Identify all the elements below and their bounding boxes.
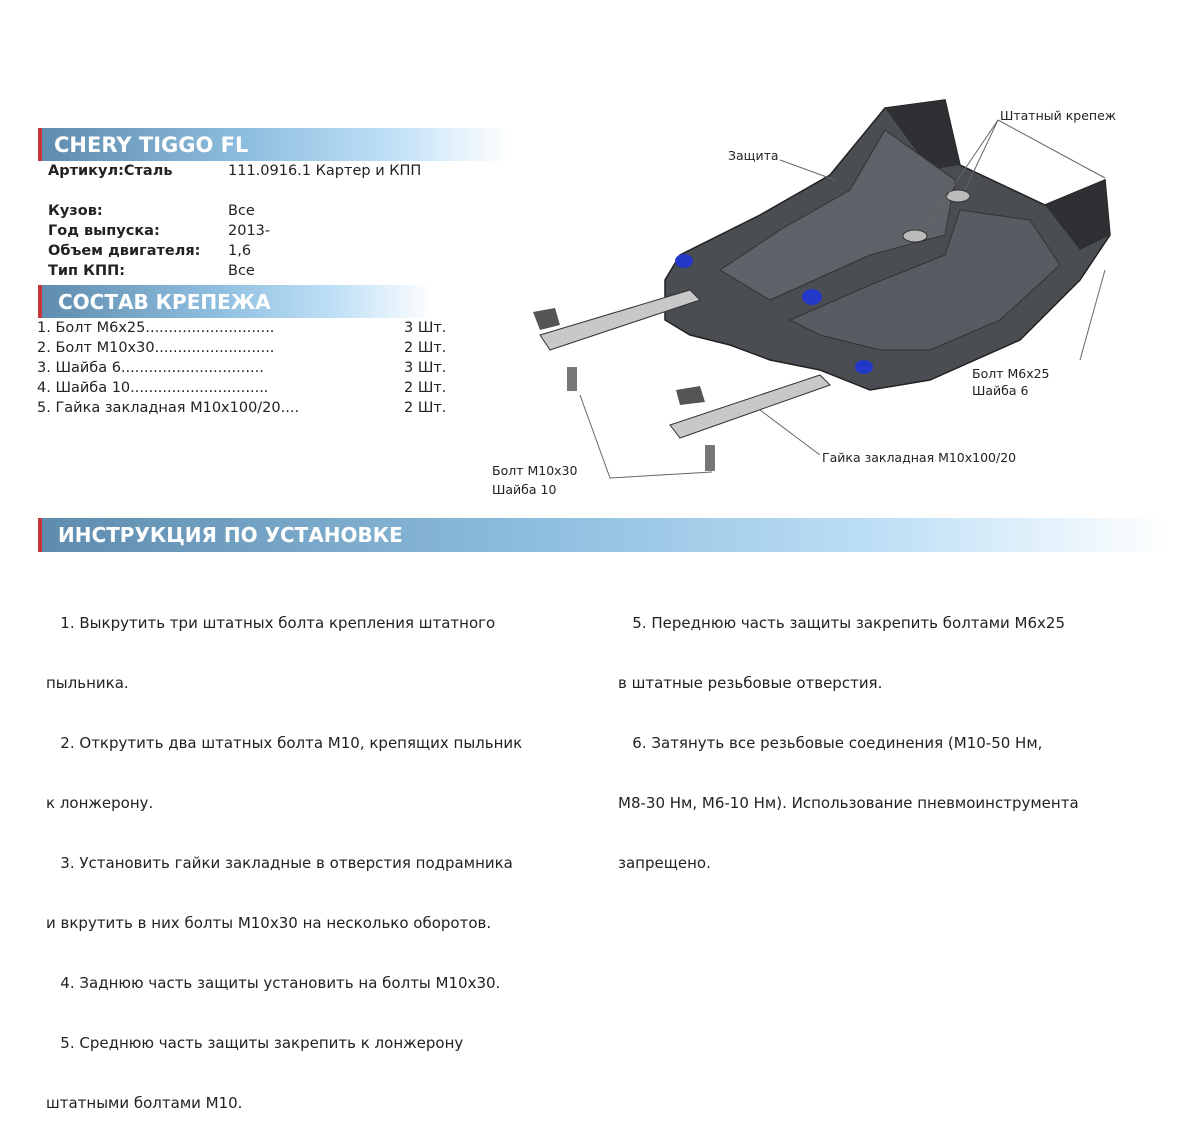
instruction-line: в штатные резьбовые отверстия. <box>618 674 883 692</box>
instructions-bar <box>38 518 1168 552</box>
instruction-line: пыльника. <box>46 674 129 692</box>
instruction-line: 5. Переднюю часть защиты закрепить болтами М6х25 <box>618 614 1065 632</box>
instruction-line: штатными болтами М10. <box>46 1094 243 1112</box>
spec-label: Тип КПП: <box>48 263 126 279</box>
instruction-line: 1. Выкрутить три штатных болта крепления штатного <box>46 614 496 632</box>
bolt-blue <box>802 289 822 305</box>
fasteners-title: СОСТАВ КРЕПЕЖА <box>58 289 271 314</box>
spec-label: Кузов: <box>48 203 103 219</box>
bolt-icon <box>705 445 715 471</box>
spec-label: Объем двигателя: <box>48 243 201 259</box>
instruction-line: 3. Установить гайки закладные в отверстия подрамника <box>46 854 513 872</box>
spec-value: 111.0916.1 Картер и КПП <box>228 163 422 179</box>
instructions-right <box>618 573 1079 893</box>
fastener-name: 3. Шайба 6............................... <box>37 360 264 376</box>
fastener-qty: 3 Шт. <box>404 360 447 376</box>
fastener-qty: 2 Шт. <box>404 400 447 416</box>
fastener-name: 1. Болт М6х25............................ <box>37 320 275 336</box>
instruction-line: запрещено. <box>618 854 711 872</box>
label-nut: Гайка закладная М10х100/20 <box>822 450 1017 465</box>
rear-bracket <box>670 375 830 438</box>
fastener-name: 2. Болт М10х30.......................... <box>37 340 275 356</box>
spec-label: Артикул:Сталь <box>48 163 173 179</box>
fastener-slot <box>903 230 927 242</box>
fastener-name: 4. Шайба 10.............................. <box>37 380 269 396</box>
instruction-line: и вкрутить в них болты М10х30 на несколько оборотов. <box>46 914 492 932</box>
spec-label: Год выпуска: <box>48 223 160 239</box>
instruction-line: 2. Открутить два штатных болта М10, крепящих пыльник <box>46 734 523 752</box>
page-title: CHERY TIGGO FL <box>54 132 249 157</box>
bolt-blue <box>855 360 873 374</box>
spec-value: 1,6 <box>228 243 252 259</box>
spec-value: 2013- <box>228 223 271 239</box>
fastener-qty: 2 Шт. <box>404 340 447 356</box>
instruction-line: 6. Затянуть все резьбовые соединения (М10-50 Нм, <box>618 734 1043 752</box>
instruction-line: М8-30 Нм, М6-10 Нм). Использование пневмоинструмента <box>618 794 1079 812</box>
spec-value: Все <box>228 203 255 219</box>
instructions-left <box>46 573 522 1133</box>
label-stock-fasteners: Штатный крепеж <box>1000 108 1117 123</box>
fastener-qty: 2 Шт. <box>404 380 447 396</box>
instruction-line: 4. Заднюю часть защиты установить на болты М10х30. <box>46 974 501 992</box>
instruction-line: к лонжерону. <box>46 794 154 812</box>
label-bolt-m10: Болт М10х30 <box>492 463 578 478</box>
fastener-qty: 3 Шт. <box>404 320 447 336</box>
label-washer-10: Шайба 10 <box>492 482 557 497</box>
instruction-line: 5. Среднюю часть защиты закрепить к лонжерону <box>46 1034 464 1052</box>
label-bolt-m6: Болт М6х25 <box>972 366 1050 381</box>
fastener-name: 5. Гайка закладная М10х100/20.... <box>37 400 300 416</box>
label-washer-6: Шайба 6 <box>972 383 1029 398</box>
spec-value: Все <box>228 263 255 279</box>
bolt-icon <box>567 367 577 391</box>
label-guard: Защита <box>728 148 779 163</box>
instructions-title: ИНСТРУКЦИЯ ПО УСТАНОВКЕ <box>58 523 403 547</box>
bolt-blue <box>675 254 693 268</box>
guard-plate <box>665 100 1110 390</box>
